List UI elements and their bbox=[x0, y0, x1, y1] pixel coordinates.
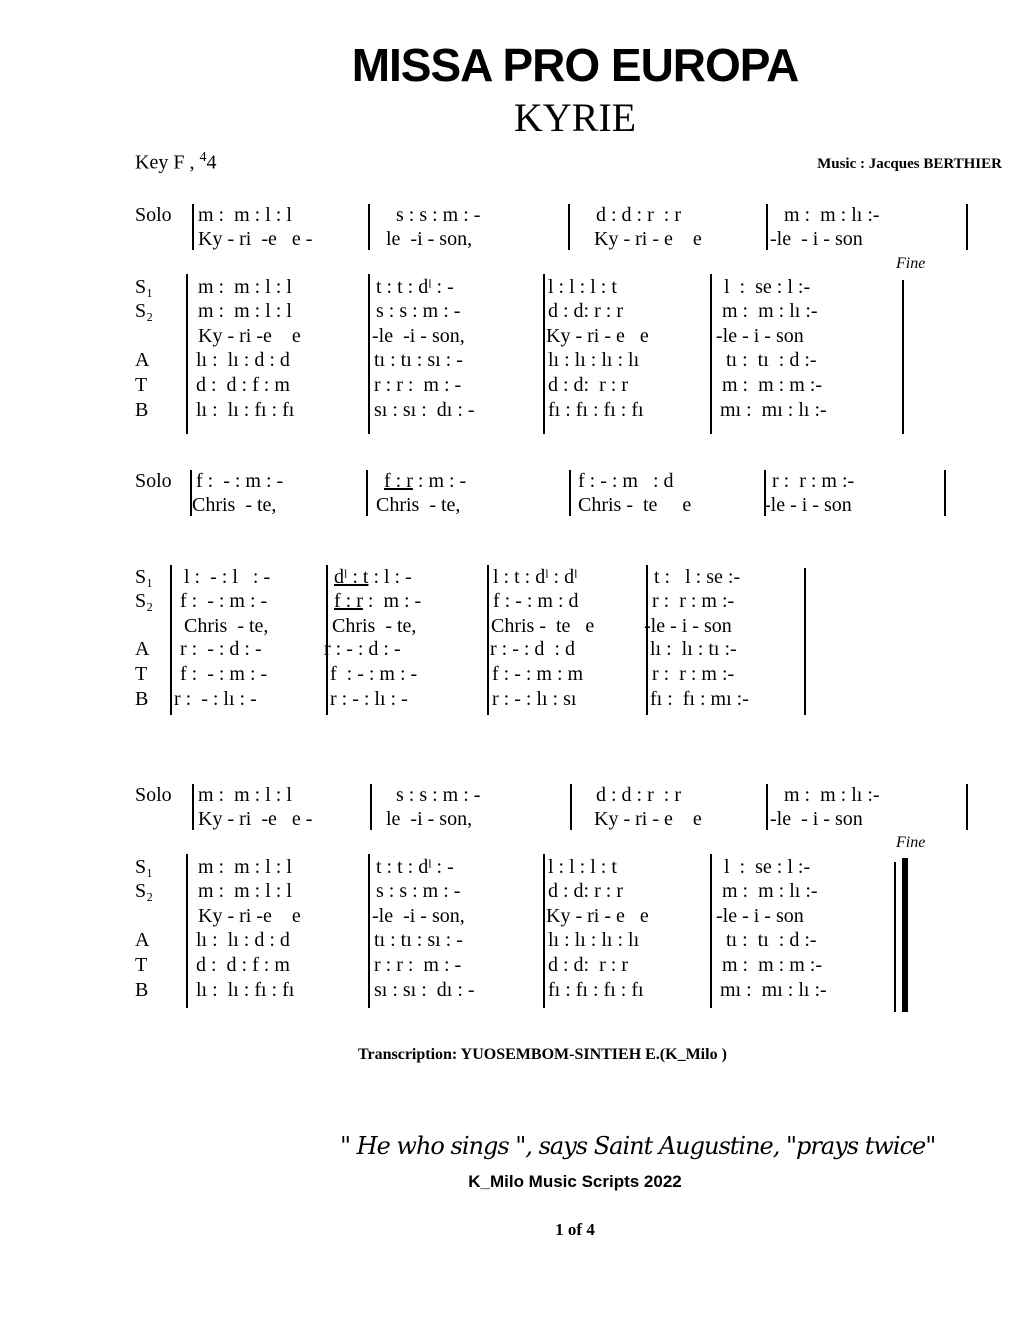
final-barline-thin bbox=[894, 862, 896, 1012]
barline bbox=[186, 854, 188, 1008]
bass-m3: fı : fı : fı : fı bbox=[548, 979, 644, 1001]
barline bbox=[966, 204, 968, 250]
s2-m4: m : m : lı :- bbox=[722, 300, 818, 322]
barline bbox=[192, 204, 194, 250]
alto-m1: r : - : d : - bbox=[180, 638, 262, 660]
alto-m2: tı : tı : sı : - bbox=[374, 349, 463, 371]
barline bbox=[766, 784, 768, 830]
tie-underline: dˡ : t bbox=[334, 566, 369, 588]
solo-notes-m1: m : m : l : l bbox=[198, 204, 292, 226]
bass-m2: sı : sı : dı : - bbox=[374, 399, 475, 421]
christe-solo-lyrics-m2: Chris - te, bbox=[376, 494, 461, 516]
transcription-credit: Transcription: YUOSEMBOM-SINTIEH E.(K_Milo ) bbox=[358, 1046, 727, 1063]
bass-m4: mı : mı : lı :- bbox=[720, 399, 827, 421]
alto-m2: tı : tı : sı : - bbox=[374, 929, 463, 951]
barline bbox=[569, 470, 571, 516]
s2-label: S₂ bbox=[135, 880, 154, 902]
bass-m2: sı : sı : dı : - bbox=[374, 979, 475, 1001]
tenor-m4: m : m : m :- bbox=[722, 374, 822, 396]
page-title: MISSA PRO EUROPA bbox=[351, 39, 799, 91]
choir-lyrics-m1: Ky - ri -e e bbox=[198, 905, 301, 927]
choir-lyrics-m3: Chris - te e bbox=[491, 615, 595, 637]
tie-underline: f : r bbox=[384, 470, 413, 492]
s1-m4: l : se : l :- bbox=[724, 276, 811, 298]
barline bbox=[368, 204, 370, 250]
alto-m4: tı : tı : d :- bbox=[726, 929, 817, 951]
alto-m3: r : - : d : d bbox=[490, 638, 575, 660]
tenor-m3: d : d: r : r bbox=[548, 954, 628, 976]
s1-m4: t : l : se :- bbox=[654, 566, 741, 588]
bass-m3: fı : fı : fı : fı bbox=[548, 399, 644, 421]
barline bbox=[370, 784, 372, 830]
choir-lyrics-m2: -le -i - son, bbox=[372, 905, 465, 927]
s2-m1: m : m : l : l bbox=[198, 300, 292, 322]
s1-m3: l : l : l : t bbox=[548, 856, 617, 878]
barline bbox=[368, 854, 370, 1008]
bass-m3: r : - : lı : sı bbox=[492, 688, 577, 710]
barline bbox=[170, 565, 172, 715]
s1-label: S₁ bbox=[135, 276, 154, 298]
s2-m3: d : d: r : r bbox=[548, 300, 623, 322]
s1-label: S₁ bbox=[135, 856, 154, 878]
solo-notes-m2: s : s : m : - bbox=[396, 784, 481, 806]
s2-label: S₂ bbox=[135, 590, 154, 612]
choir-lyrics-m3: Ky - ri - e e bbox=[546, 905, 649, 927]
s2-label: S₂ bbox=[135, 300, 154, 322]
tenor-m1: d : d : f : m bbox=[196, 954, 290, 976]
barline bbox=[366, 470, 368, 516]
alto-m3: lı : lı : lı : lı bbox=[548, 349, 640, 371]
fine-mark: Fine bbox=[896, 255, 926, 272]
alto-label: A bbox=[135, 349, 150, 371]
barline bbox=[186, 274, 188, 434]
choir-lyrics-m4: -le - i - son bbox=[644, 615, 732, 637]
bass-m4: mı : mı : lı :- bbox=[720, 979, 827, 1001]
bass-m4: fı : fı : mı :- bbox=[650, 688, 749, 710]
time-numerator: 4 bbox=[199, 150, 207, 165]
s2-m4: m : m : lı :- bbox=[722, 880, 818, 902]
page-subtitle: KYRIE bbox=[513, 95, 637, 140]
tenor-m2: r : r : m : - bbox=[374, 374, 462, 396]
tenor-label: T bbox=[135, 374, 148, 396]
bass-m1: lı : lı : fı : fı bbox=[196, 399, 295, 421]
bass-m1: lı : lı : fı : fı bbox=[196, 979, 295, 1001]
fine-mark: Fine bbox=[896, 834, 926, 851]
barline bbox=[570, 784, 572, 830]
barline bbox=[966, 784, 968, 830]
tenor-label: T bbox=[135, 954, 148, 976]
tenor-m1: d : d : f : m bbox=[196, 374, 290, 396]
tenor-m2: f : - : m : - bbox=[330, 663, 418, 685]
s1-m2: dˡ : t : l : - bbox=[334, 566, 412, 588]
s1-m1: m : m : l : l bbox=[198, 276, 292, 298]
solo-notes-m3: d : d : r : r bbox=[596, 204, 681, 226]
barline bbox=[944, 470, 946, 516]
alto-m2: r : - : d : - bbox=[324, 638, 401, 660]
quote: " He who sings ", says Saint Augustine, "prays twice" bbox=[340, 1132, 936, 1160]
final-barline-thick bbox=[902, 858, 908, 1012]
christe-solo-notes-m4: r : r : m :- bbox=[772, 470, 855, 492]
music-credit: Music : Jacques BERTHIER bbox=[817, 156, 1002, 172]
choir-lyrics-m3: Ky - ri - e e bbox=[546, 325, 649, 347]
tenor-label: T bbox=[135, 663, 148, 685]
choir-lyrics-m1: Chris - te, bbox=[184, 615, 269, 637]
bass-label: B bbox=[135, 688, 149, 710]
time-denominator: 4 bbox=[206, 151, 217, 174]
s2-m2: s : s : m : - bbox=[376, 300, 461, 322]
barline bbox=[902, 280, 904, 434]
barline bbox=[710, 854, 712, 1008]
tenor-m3: d : d: r : r bbox=[548, 374, 628, 396]
tenor-m2: r : r : m : - bbox=[374, 954, 462, 976]
s2-m1: m : m : l : l bbox=[198, 880, 292, 902]
s1-m3: l : t : dˡ : dˡ bbox=[493, 566, 578, 588]
barline bbox=[487, 565, 489, 715]
tenor-m3: f : - : m : m bbox=[492, 663, 584, 685]
solo-label: Solo bbox=[135, 784, 172, 806]
choir-lyrics-m2: -le -i - son, bbox=[372, 325, 465, 347]
bass-m2: r : - : lı : - bbox=[330, 688, 408, 710]
barline bbox=[192, 784, 194, 830]
christe-solo-notes-m3: f : - : m : d bbox=[578, 470, 674, 492]
s1-m2: t : t : dˡ : - bbox=[376, 856, 454, 878]
choir-lyrics-m2: Chris - te, bbox=[332, 615, 417, 637]
s1-m4: l : se : l :- bbox=[724, 856, 811, 878]
bass-m1: r : - : lı : - bbox=[174, 688, 257, 710]
solo-lyrics-m1: Ky - ri -e e - bbox=[198, 228, 313, 250]
solo-lyrics-m2: le -i - son, bbox=[386, 228, 473, 250]
alto-m4: tı : tı : d :- bbox=[726, 349, 817, 371]
choir-lyrics-m4: -le - i - son bbox=[716, 905, 804, 927]
solo-lyrics-m3: Ky - ri - e e bbox=[594, 228, 702, 250]
solo-lyrics-m4: -le - i - son bbox=[770, 808, 863, 830]
christe-solo-notes-m1: f : - : m : - bbox=[196, 470, 284, 492]
solo-notes-m4: m : m : lı :- bbox=[784, 204, 880, 226]
tenor-m4: r : r : m :- bbox=[652, 663, 735, 685]
choir-lyrics-m1: Ky - ri -e e bbox=[198, 325, 301, 347]
alto-m1: lı : lı : d : d bbox=[196, 349, 290, 371]
solo-notes-m4: m : m : lı :- bbox=[784, 784, 880, 806]
page-number: 1 of 4 bbox=[555, 1220, 595, 1239]
tenor-m1: f : - : m : - bbox=[180, 663, 268, 685]
tie-underline: f : r bbox=[334, 590, 363, 612]
s1-m1: l : - : l : - bbox=[184, 566, 271, 588]
solo-lyrics-m4: -le - i - son bbox=[770, 228, 863, 250]
solo-lyrics-m2: le -i - son, bbox=[386, 808, 473, 830]
barline bbox=[543, 274, 545, 434]
s2-m3: d : d: r : r bbox=[548, 880, 623, 902]
s2-m3: f : - : m : d bbox=[493, 590, 579, 612]
solo-label: Solo bbox=[135, 470, 172, 492]
choir-lyrics-m4: -le - i - son bbox=[716, 325, 804, 347]
bass-label: B bbox=[135, 979, 149, 1001]
s1-m1: m : m : l : l bbox=[198, 856, 292, 878]
tenor-m4: m : m : m :- bbox=[722, 954, 822, 976]
s1-m3: l : l : l : t bbox=[548, 276, 617, 298]
barline bbox=[368, 274, 370, 434]
solo-label: Solo bbox=[135, 204, 172, 226]
barline bbox=[766, 204, 768, 250]
key-signature bbox=[135, 150, 216, 175]
solo-notes-m2: s : s : m : - bbox=[396, 204, 481, 226]
christe-solo-lyrics-m1: Chris - te, bbox=[192, 494, 277, 516]
s2-m1: f : - : m : - bbox=[180, 590, 268, 612]
alto-m4: lı : lı : tı :- bbox=[650, 638, 737, 660]
publisher-line: K_Milo Music Scripts 2022 bbox=[468, 1172, 682, 1191]
s1-label: S₁ bbox=[135, 566, 154, 588]
christe-solo-lyrics-m4: -le - i - son bbox=[764, 494, 852, 516]
alto-label: A bbox=[135, 929, 150, 951]
solo-notes-m3: d : d : r : r bbox=[596, 784, 681, 806]
alto-m3: lı : lı : lı : lı bbox=[548, 929, 640, 951]
barline bbox=[804, 568, 806, 715]
alto-label: A bbox=[135, 638, 150, 660]
barline bbox=[646, 565, 648, 715]
s1-m2: t : t : dˡ : - bbox=[376, 276, 454, 298]
barline bbox=[543, 854, 545, 1008]
alto-m1: lı : lı : d : d bbox=[196, 929, 290, 951]
solo-lyrics-m3: Ky - ri - e e bbox=[594, 808, 702, 830]
s2-m2: f : r : m : - bbox=[334, 590, 422, 612]
barline bbox=[568, 204, 570, 250]
solo-lyrics-m1: Ky - ri -e e - bbox=[198, 808, 313, 830]
bass-label: B bbox=[135, 399, 149, 421]
solo-notes-m1: m : m : l : l bbox=[198, 784, 292, 806]
s2-m2: s : s : m : - bbox=[376, 880, 461, 902]
key-label: Key F , bbox=[135, 151, 195, 174]
s2-m4: r : r : m :- bbox=[652, 590, 735, 612]
christe-solo-notes-m2: f : r : m : - bbox=[384, 470, 467, 492]
christe-solo-lyrics-m3: Chris - te e bbox=[578, 494, 692, 516]
barline bbox=[710, 274, 712, 434]
